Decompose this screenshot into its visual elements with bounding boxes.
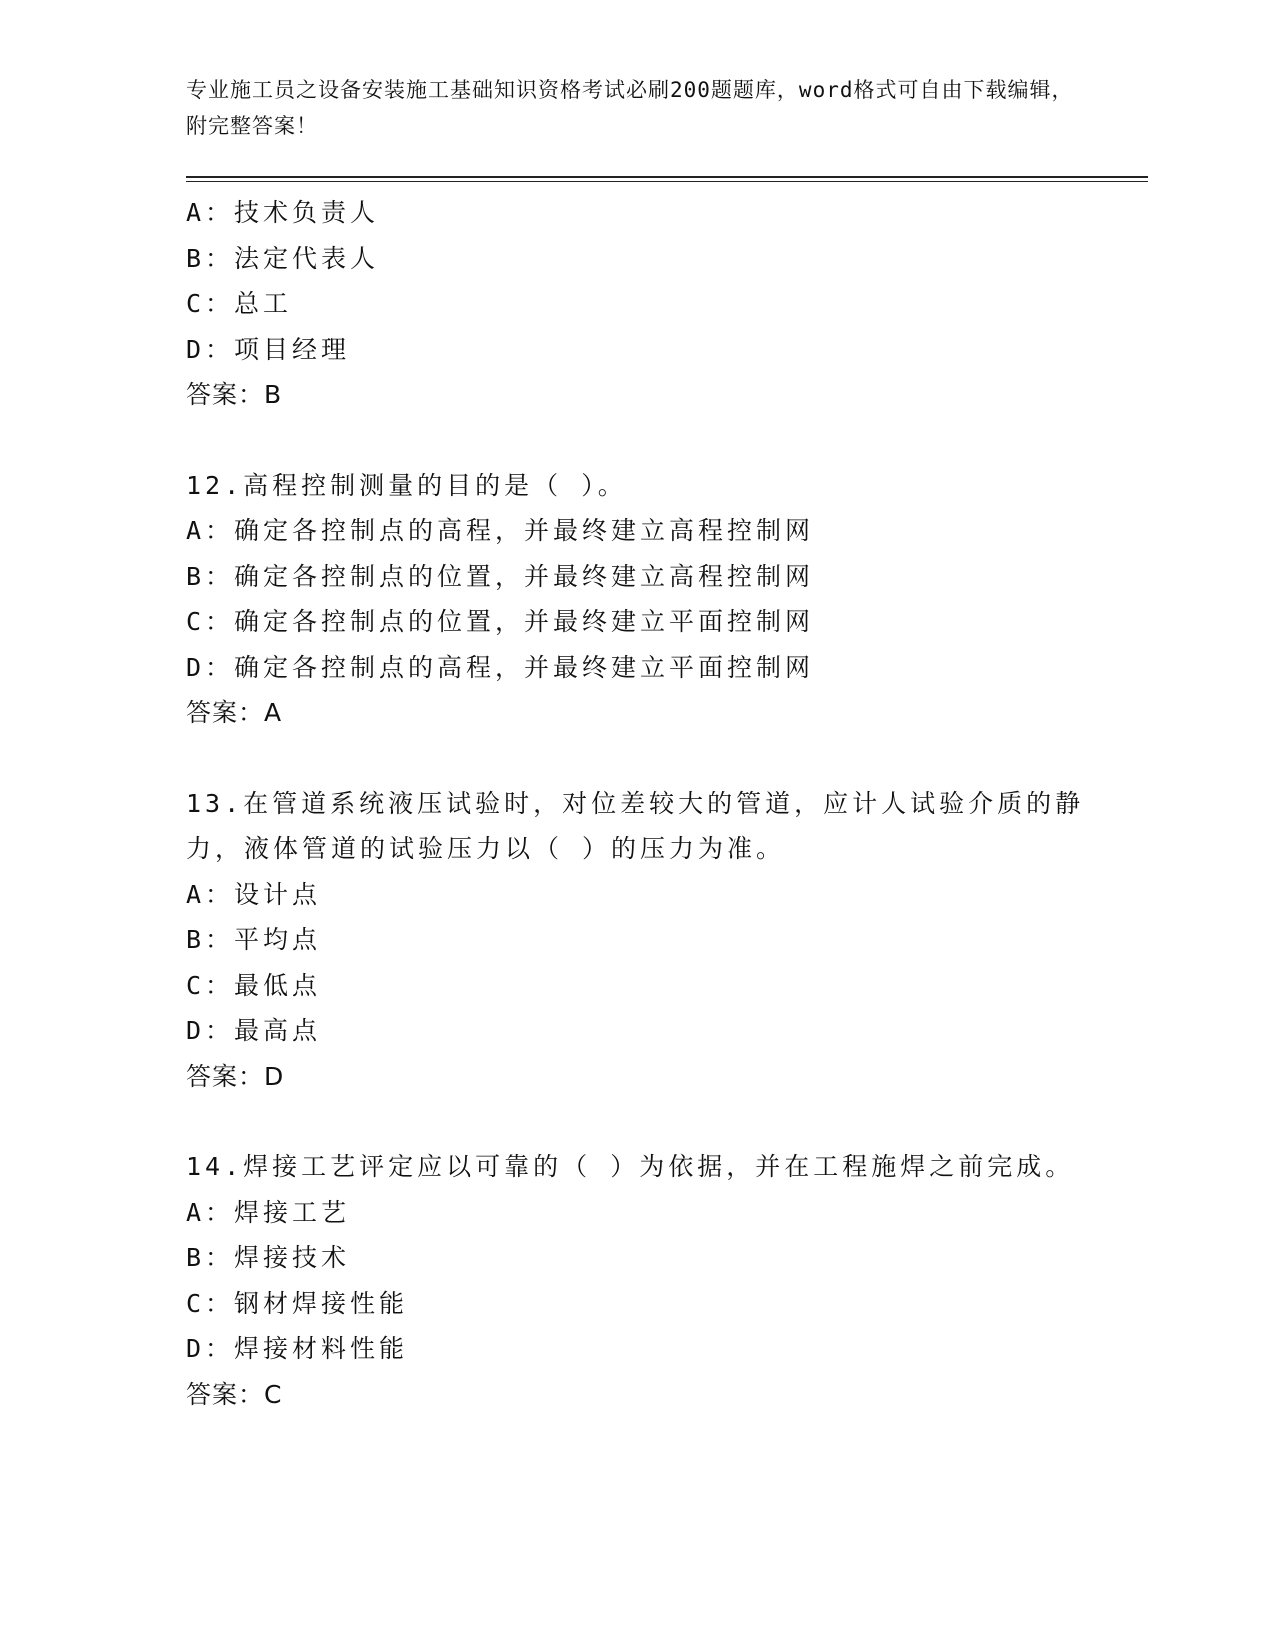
option-c: C：确定各控制点的位置，并最终建立平面控制网 xyxy=(186,607,815,636)
question-stem-line-1: 13.在管道系统液压试验时，对位差较大的管道，应计人试验介质的静 xyxy=(186,788,1085,818)
question-block-14 xyxy=(186,1144,1086,1417)
option-c: C：最低点 xyxy=(186,970,322,1000)
option-a: A：技术负责人 xyxy=(186,198,380,227)
header-divider-thin xyxy=(186,181,1148,182)
option-d: D：确定各控制点的高程，并最终建立平面控制网 xyxy=(186,652,815,682)
document-header: 专业施工员之设备安装施工基础知识资格考试必刷200题题库，word格式可自由下载编辑，附完整答案！ xyxy=(186,78,1074,138)
option-b: B：焊接技术 xyxy=(186,1243,351,1272)
question-stem: 12.高程控制测量的目的是（ ）。 xyxy=(186,470,627,500)
question-stem: 14.焊接工艺评定应以可靠的（ ）为依据，并在工程施焊之前完成。 xyxy=(186,1152,1075,1181)
answer-line: 答案：D xyxy=(186,1061,285,1091)
option-d: D：最高点 xyxy=(186,1016,322,1045)
document-body xyxy=(186,190,1086,1417)
option-a: A：设计点 xyxy=(186,879,322,909)
answer-line: 答案：C xyxy=(186,1379,283,1409)
option-d: D：焊接材料性能 xyxy=(186,1334,409,1363)
answer-line: 答案：B xyxy=(186,380,283,409)
option-b: B：法定代表人 xyxy=(186,243,380,273)
answer-line: 答案：A xyxy=(186,698,283,727)
option-c: C：钢材焊接性能 xyxy=(186,1288,409,1318)
question-stem-line-2: 力，液体管道的试验压力以（ ）的压力为准。 xyxy=(186,834,786,863)
option-d: D：项目经理 xyxy=(186,334,351,364)
option-a: A：焊接工艺 xyxy=(186,1197,351,1227)
question-block-13 xyxy=(186,781,1086,1100)
option-b: B：平均点 xyxy=(186,925,322,954)
header-divider-thick xyxy=(186,176,1148,178)
option-a: A：确定各控制点的高程，并最终建立高程控制网 xyxy=(186,516,815,545)
question-block-12 xyxy=(186,463,1086,736)
option-c: C：总工 xyxy=(186,289,293,318)
option-b: B：确定各控制点的位置，并最终建立高程控制网 xyxy=(186,561,815,591)
question-block-11 xyxy=(186,190,1086,418)
